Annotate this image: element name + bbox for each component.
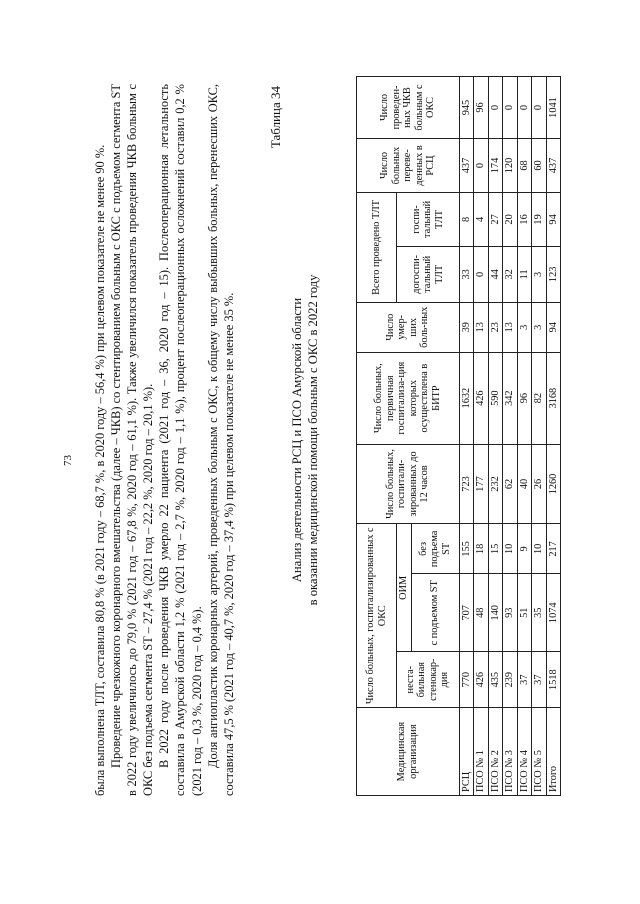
table-cell: 82 <box>532 352 547 444</box>
paragraph: Доля ангиопластик коронарных артерий, проведенных больным с ОКС, к общему числу выбывших больных, перенесших ОКС, составила 47,5 % (2021 год – 40,7 %, 2020 год – 37,4 %) при целевом показателе не менее 35 %. <box>205 84 236 796</box>
table-cell: 0 <box>474 139 489 193</box>
table-cell: 44 <box>488 246 503 302</box>
table-cell: 123 <box>546 246 561 302</box>
table-cell: 1632 <box>459 352 474 444</box>
org-cell: ПСО № 5 <box>532 708 547 796</box>
table-cell: 10 <box>532 524 547 574</box>
table-row-total <box>546 77 561 796</box>
table-cell: 155 <box>459 524 474 574</box>
table-cell: 33 <box>459 246 474 302</box>
header-prehospital-tlt: догоспи-тальный ТЛТ <box>397 246 460 302</box>
table-cell: 1518 <box>546 652 561 708</box>
table-cell: 8 <box>459 192 474 246</box>
table-cell: 20 <box>503 192 518 246</box>
table-cell: 51 <box>517 574 532 652</box>
table-cell: 217 <box>546 524 561 574</box>
table-cell: 3 <box>532 302 547 352</box>
header-st-elevation: с подъемом ST <box>411 574 459 652</box>
table-row <box>459 77 474 796</box>
table-cell: 232 <box>488 444 503 524</box>
table-cell: 9 <box>517 524 532 574</box>
table-cell: 35 <box>532 574 547 652</box>
org-cell: ПСО № 4 <box>517 708 532 796</box>
table-cell: 16 <box>517 192 532 246</box>
table-cell: 60 <box>532 139 547 193</box>
table-cell: 10 <box>503 524 518 574</box>
table-cell: 13 <box>503 302 518 352</box>
table-cell: 437 <box>459 139 474 193</box>
org-cell: Итого <box>546 708 561 796</box>
table-cell: 426 <box>474 652 489 708</box>
table-caption: Анализ деятельности РСЦ и ПСО Амурской области <box>290 297 304 583</box>
table-cell: 140 <box>488 574 503 652</box>
paragraph: Проведение чрезкожного коронарного вмешательства (далее – ЧКВ) со стентированием больным с ОКС с подъемом сегмента ST в 2022 году увеличилось до 79,0 % (2021 год – 67,8 %, 2020 год – 61,1 %). Также увеличился показатель проведения ЧКВ больным с ОКС без подъема сегмента ST – 27,4 % (2021 год – 22,2 %, 2020 год – 20,1 %). <box>109 84 156 796</box>
header-hospital-tlt: госпи-тальный ТЛТ <box>397 192 460 246</box>
table-cell: 96 <box>517 352 532 444</box>
table-cell: 120 <box>503 139 518 193</box>
paragraph: В 2022 году после проведения ЧКВ умерло 22 пациента (2021 год – 36, 2020 год – 15). Послеоперационная летальность составила в Амурской области 1,2 % (2021 год – 2,7 %, 2020 год – 1,1 %), процент послеоперационных осложнений составил 0,2 % (2021 год – 0,3 %, 2020 год – 0,4 %). <box>157 84 204 796</box>
header-no-st-elevation: без подъема ST <box>411 524 459 574</box>
table-cell: 0 <box>474 246 489 302</box>
header-oim: ОИМ <box>397 524 412 652</box>
table-cell: 342 <box>503 352 518 444</box>
header-12h: Число больных, госпитали-зированных до 12 часов <box>357 444 460 524</box>
table-cell: 94 <box>546 302 561 352</box>
header-transferred: Число больных переве-денных в РСЦ <box>357 139 460 193</box>
org-cell: ПСО № 3 <box>503 708 518 796</box>
table-cell: 1041 <box>546 77 561 139</box>
table-cell: 4 <box>474 192 489 246</box>
table-cell: 18 <box>474 524 489 574</box>
table-cell: 26 <box>532 444 547 524</box>
table-cell: 177 <box>474 444 489 524</box>
table-cell: 96 <box>474 77 489 139</box>
table-cell: 37 <box>532 652 547 708</box>
table-cell: 94 <box>546 192 561 246</box>
table-cell: 707 <box>459 574 474 652</box>
page-number: 73 <box>62 455 74 466</box>
header-bitr: Число больных, первичная госпитализа-ция которых осуществлена в БИТР <box>357 352 460 444</box>
table-cell: 3168 <box>546 352 561 444</box>
table-cell: 40 <box>517 444 532 524</box>
table-cell: 62 <box>503 444 518 524</box>
table-cell: 23 <box>488 302 503 352</box>
table-caption-sub: в оказании медицинской помощи больным с ОКС в 2022 году <box>306 274 320 606</box>
table-cell: 239 <box>503 652 518 708</box>
org-cell: РСЦ <box>459 708 474 796</box>
table-row <box>503 77 518 796</box>
table-cell: 19 <box>532 192 547 246</box>
table-cell: 0 <box>488 77 503 139</box>
table-cell: 39 <box>459 302 474 352</box>
table-cell: 770 <box>459 652 474 708</box>
table-cell: 27 <box>488 192 503 246</box>
table-cell: 3 <box>532 246 547 302</box>
header-org: Медицинская организация <box>357 708 460 796</box>
table-cell: 426 <box>474 352 489 444</box>
table-cell: 945 <box>459 77 474 139</box>
header-hospitalized: Число больных, госпитализированных с ОКС <box>357 524 397 708</box>
table-row <box>474 77 489 796</box>
paragraph: была выполнена ТЛТ, составила 80,8 % (в 2021 году – 68,7 %, в 2020 году – 56,4 %) при целевом показателе не менее 90 %. <box>93 144 107 796</box>
table-cell: 437 <box>546 139 561 193</box>
table-row <box>488 77 503 796</box>
table-cell: 11 <box>517 246 532 302</box>
data-table <box>356 76 561 796</box>
table-cell: 37 <box>517 652 532 708</box>
table-cell: 590 <box>488 352 503 444</box>
header-tlt-total: Всего проведено ТЛТ <box>357 192 397 302</box>
table-cell: 1260 <box>546 444 561 524</box>
table-cell: 435 <box>488 652 503 708</box>
org-cell: ПСО № 2 <box>488 708 503 796</box>
table-cell: 0 <box>503 77 518 139</box>
org-cell: ПСО № 1 <box>474 708 489 796</box>
table-cell: 13 <box>474 302 489 352</box>
table-cell: 32 <box>503 246 518 302</box>
header-unstable-angina: неста-бильная стенокар-дия <box>397 652 460 708</box>
header-died: Число умер-ших боль-ных <box>357 302 460 352</box>
table-cell: 723 <box>459 444 474 524</box>
header-pci: Число проведен-ных ЧКВ больным с ОКС <box>357 77 460 139</box>
table-cell: 174 <box>488 139 503 193</box>
table-cell: 48 <box>474 574 489 652</box>
table-number: Таблица 34 <box>268 86 283 149</box>
table-row <box>532 77 547 796</box>
table-cell: 0 <box>532 77 547 139</box>
table-cell: 68 <box>517 139 532 193</box>
table-cell: 93 <box>503 574 518 652</box>
table-cell: 1074 <box>546 574 561 652</box>
table-row <box>517 77 532 796</box>
body-text <box>92 84 237 796</box>
table-cell: 15 <box>488 524 503 574</box>
table-cell: 3 <box>517 302 532 352</box>
table-cell: 0 <box>517 77 532 139</box>
